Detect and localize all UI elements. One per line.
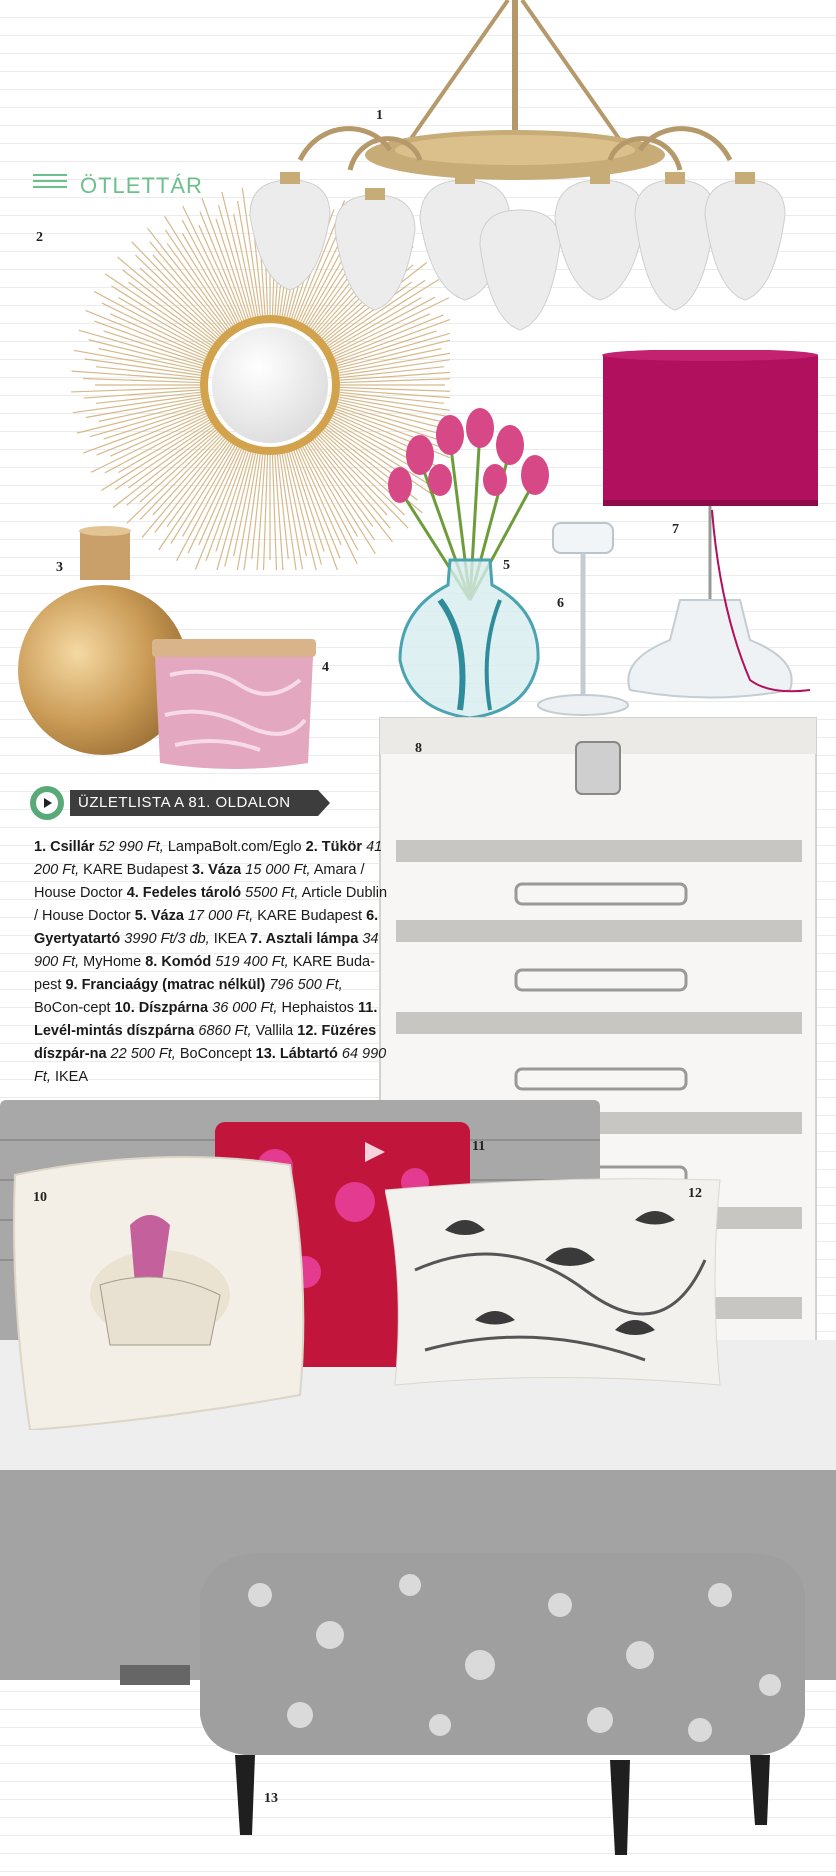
- item-number-4: 4: [322, 660, 329, 675]
- item-number-7: 7: [672, 522, 679, 537]
- shop-entry-name: 1. Csillár: [34, 839, 95, 855]
- shop-entry-name: 7. Asztali lámpa: [250, 931, 359, 947]
- shop-entry-price: 5500 Ft,: [245, 885, 299, 901]
- shop-entry-store: KARE Buda-pest: [34, 954, 375, 993]
- shop-entry-store: Article Dublin / House Doctor: [34, 885, 388, 924]
- shop-entry-name: 10. Díszpárna: [114, 1000, 209, 1016]
- arrow-circle-icon: [30, 786, 64, 820]
- section-title: ÖTLETTÁR: [80, 173, 203, 198]
- shop-list-entry: [135, 908, 366, 924]
- shop-banner-label: ÜZLETLISTA A 81. OLDALON: [70, 790, 318, 816]
- shop-entry-store: Hephaistos: [281, 1000, 355, 1016]
- shop-entry-store: BoConcept: [179, 1046, 252, 1062]
- shop-entry-price: 34 900 Ft,: [34, 931, 379, 970]
- rider-pillow-image: [10, 1145, 310, 1430]
- shop-list-entry: [34, 839, 306, 855]
- item-number-2: 2: [36, 230, 43, 245]
- shop-entry-store: KARE Budapest: [83, 862, 188, 878]
- item-number-3: 3: [56, 560, 63, 575]
- bird-pillow-image: [385, 1170, 725, 1395]
- item-number-5: 5: [503, 558, 510, 573]
- shop-entry-name: 8. Komód: [145, 954, 212, 970]
- shop-entry-name: 3. Váza: [192, 862, 242, 878]
- item-number-10: 10: [33, 1190, 47, 1205]
- shop-entry-price: 36 000 Ft,: [212, 1000, 278, 1016]
- flower-vase-image: [380, 400, 560, 720]
- pink-container-image: [150, 635, 320, 780]
- shop-entry-price: 64 990 Ft,: [34, 1046, 387, 1085]
- shop-list-text: [34, 836, 394, 1089]
- chandelier-image: [240, 0, 800, 340]
- shop-entry-price: 22 500 Ft,: [110, 1046, 176, 1062]
- shop-entry-price: 519 400 Ft,: [215, 954, 289, 970]
- shop-entry-store: Amara / House Doctor: [34, 862, 365, 901]
- shop-list-banner: [30, 786, 320, 820]
- shop-entry-name: 12. Füzéres díszpár-na: [34, 1023, 377, 1062]
- shop-entry-name: 9. Franciaágy (matrac nélkül): [65, 977, 266, 993]
- item-number-11: 11: [472, 1139, 486, 1154]
- shop-entry-price: 52 990 Ft,: [98, 839, 164, 855]
- shop-entry-price: 41 200 Ft,: [34, 839, 383, 878]
- shop-entry-name: 2. Tükör: [305, 839, 363, 855]
- shop-entry-name: 13. Lábtartó: [255, 1046, 338, 1062]
- shop-list-entry: [115, 1000, 358, 1016]
- shop-entry-name: 6. Gyertyatartó: [34, 908, 379, 947]
- shop-entry-store: KARE Budapest: [257, 908, 363, 924]
- item-number-13: 13: [264, 1791, 278, 1806]
- shop-entry-price: 15 000 Ft,: [245, 862, 311, 878]
- shop-entry-name: 4. Fedeles tároló: [126, 885, 242, 901]
- shop-entry-store: BoCon-cept: [34, 1000, 111, 1016]
- item-number-6: 6: [557, 596, 564, 611]
- candle-holder-image: [535, 515, 635, 720]
- shop-entry-store: IKEA: [213, 931, 246, 947]
- shop-entry-store: IKEA: [54, 1069, 88, 1085]
- footstool-image: [180, 1535, 820, 1865]
- item-number-12: 12: [688, 1186, 702, 1201]
- shop-entry-store: LampaBolt.com/Eglo: [167, 839, 302, 855]
- shop-entry-price: 3990 Ft/3 db,: [124, 931, 210, 947]
- shop-entry-price: 796 500 Ft,: [269, 977, 343, 993]
- shop-entry-store: Vallila: [255, 1023, 294, 1039]
- item-number-8: 8: [415, 741, 422, 756]
- item-number-1: 1: [376, 108, 383, 123]
- shop-entry-store: MyHome: [83, 954, 142, 970]
- shop-entry-price: 6860 Ft,: [198, 1023, 252, 1039]
- shop-entry-name: 11. Levél-mintás díszpárna: [34, 1000, 378, 1039]
- shop-entry-price: 17 000 Ft,: [187, 908, 254, 924]
- shop-entry-name: 5. Váza: [134, 908, 184, 924]
